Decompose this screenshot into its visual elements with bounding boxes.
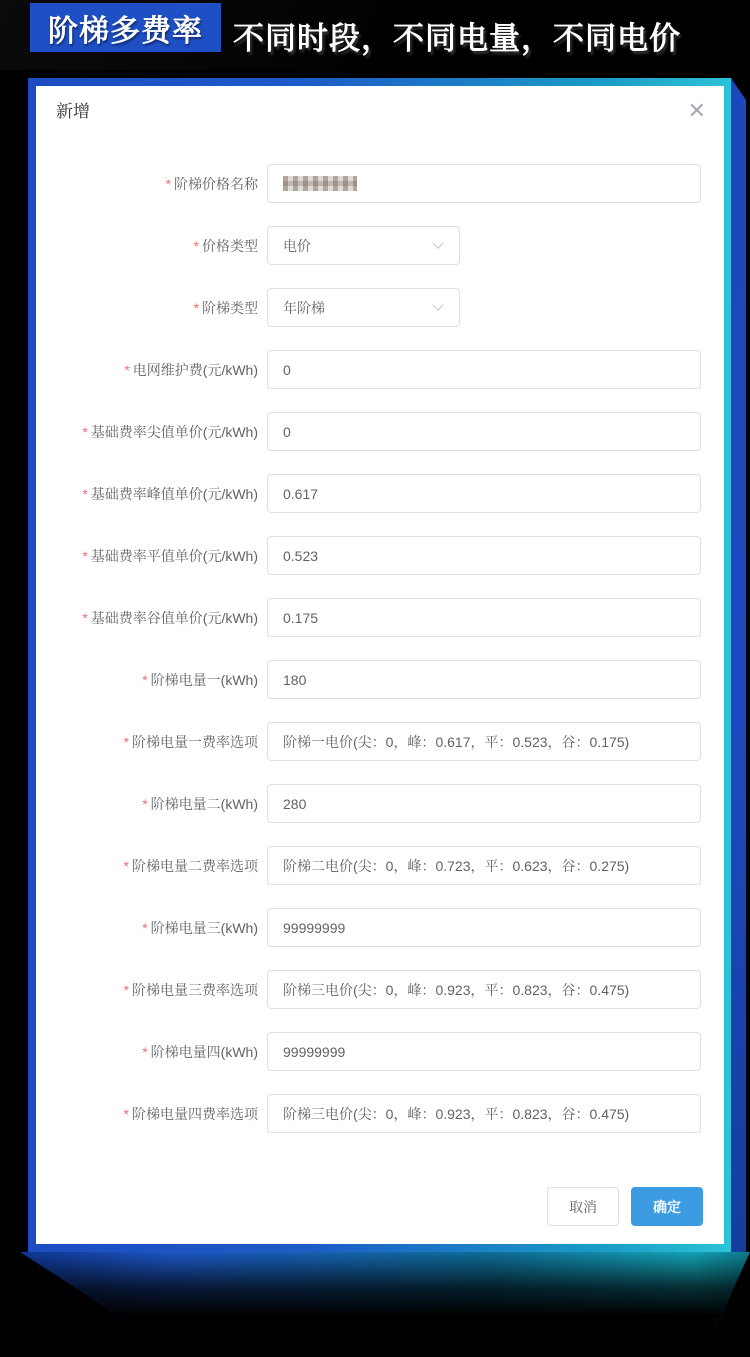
field-label: * 阶梯价格名称 [165, 175, 258, 192]
required-asterisk: * [193, 237, 199, 254]
field-input[interactable] [267, 598, 701, 637]
form-field-row [36, 784, 724, 823]
field-input[interactable] [267, 350, 701, 389]
cancel-button[interactable]: 取消 [547, 1187, 619, 1226]
form-field-row [36, 722, 724, 761]
form-field-row [36, 970, 724, 1009]
field-label: * 电网维护费(元/kWh) [124, 361, 258, 378]
field-label: * 阶梯电量三费率选项 [123, 981, 258, 998]
field-label: * 阶梯电量三(kWh) [142, 919, 258, 936]
required-asterisk: * [123, 857, 129, 874]
form-field-row [36, 1032, 724, 1071]
field-value: 99999999 [283, 919, 346, 936]
required-asterisk: * [142, 795, 148, 812]
required-asterisk: * [193, 299, 199, 316]
required-asterisk: * [124, 361, 130, 378]
field-input[interactable] [267, 846, 701, 885]
form-field-row [36, 412, 724, 451]
form-field-row [36, 660, 724, 699]
field-label: * 基础费率谷值单价(元/kWh) [82, 609, 258, 626]
field-value: 180 [283, 671, 307, 688]
form-field-row [36, 536, 724, 575]
field-value: 0.175 [283, 609, 319, 626]
required-asterisk: * [142, 919, 148, 936]
field-input[interactable] [267, 474, 701, 513]
field-value: 电价 [283, 237, 311, 254]
field-input[interactable] [267, 536, 701, 575]
dialog-footer [36, 1156, 724, 1226]
form-field-row [36, 350, 724, 389]
field-value: 阶梯三电价(尖：0，峰：0.923，平：0.823，谷：0.475) [283, 981, 630, 998]
field-input[interactable] [267, 226, 460, 265]
dialog-body [36, 124, 724, 1133]
field-value: 0.617 [283, 485, 319, 502]
frame-side-3d [731, 78, 746, 1252]
field-input[interactable] [267, 164, 701, 203]
required-asterisk: * [142, 671, 148, 688]
field-label: * 阶梯电量四(kWh) [142, 1043, 258, 1060]
field-value: 0 [283, 361, 291, 378]
field-value: 阶梯三电价(尖：0，峰：0.923，平：0.823，谷：0.475) [283, 1105, 630, 1122]
banner-title: 不同时段，不同电量，不同电价 [233, 20, 681, 56]
field-input[interactable] [267, 1032, 701, 1071]
frame-base-3d [20, 1252, 750, 1332]
field-value: 阶梯一电价(尖：0，峰：0.617，平：0.523，谷：0.175) [283, 733, 630, 750]
field-value: 0 [283, 423, 291, 440]
field-label: * 价格类型 [193, 237, 258, 254]
chevron-down-icon [432, 302, 444, 314]
field-input[interactable] [267, 970, 701, 1009]
required-asterisk: * [123, 733, 129, 750]
field-label: * 基础费率平值单价(元/kWh) [82, 547, 258, 564]
field-value: 阶梯二电价(尖：0，峰：0.723，平：0.623，谷：0.275) [283, 857, 630, 874]
required-asterisk: * [123, 981, 129, 998]
confirm-button[interactable]: 确定 [631, 1187, 703, 1226]
field-label: * 阶梯电量二费率选项 [123, 857, 258, 874]
required-asterisk: * [82, 547, 88, 564]
dialog-header [36, 86, 724, 124]
required-asterisk: * [142, 1043, 148, 1060]
field-input[interactable] [267, 908, 701, 947]
form-field-row [36, 908, 724, 947]
field-value: 年阶梯 [283, 299, 325, 316]
banner-badge: 阶梯多费率 [30, 3, 221, 52]
form-field-row [36, 474, 724, 513]
field-input[interactable] [267, 412, 701, 451]
field-input[interactable] [267, 660, 701, 699]
field-label: * 阶梯电量一(kWh) [142, 671, 258, 688]
form-field-row [36, 598, 724, 637]
redacted-value [283, 176, 357, 191]
required-asterisk: * [123, 1105, 129, 1122]
close-icon[interactable]: ✕ [687, 98, 706, 123]
dialog-frame [28, 78, 731, 1252]
field-label: * 基础费率尖值单价(元/kWh) [82, 423, 258, 440]
field-input[interactable] [267, 784, 701, 823]
add-dialog [36, 86, 724, 1244]
field-input[interactable] [267, 1094, 701, 1133]
field-value: 0.523 [283, 547, 319, 564]
form-field-row [36, 164, 724, 203]
form-field-row [36, 288, 724, 327]
dialog-title: 新增 [56, 102, 90, 121]
top-banner [0, 0, 750, 70]
required-asterisk: * [82, 485, 88, 502]
chevron-down-icon [432, 240, 444, 252]
field-input[interactable] [267, 288, 460, 327]
field-value: 99999999 [283, 1043, 346, 1060]
field-input[interactable] [267, 722, 701, 761]
field-value: 280 [283, 795, 307, 812]
required-asterisk: * [82, 609, 88, 626]
required-asterisk: * [165, 175, 171, 192]
field-label: * 基础费率峰值单价(元/kWh) [82, 485, 258, 502]
form-field-row [36, 846, 724, 885]
field-label: * 阶梯电量四费率选项 [123, 1105, 258, 1122]
required-asterisk: * [82, 423, 88, 440]
field-label: * 阶梯类型 [193, 299, 258, 316]
field-label: * 阶梯电量一费率选项 [123, 733, 258, 750]
form-field-row [36, 1094, 724, 1133]
form-field-row [36, 226, 724, 265]
field-label: * 阶梯电量二(kWh) [142, 795, 258, 812]
